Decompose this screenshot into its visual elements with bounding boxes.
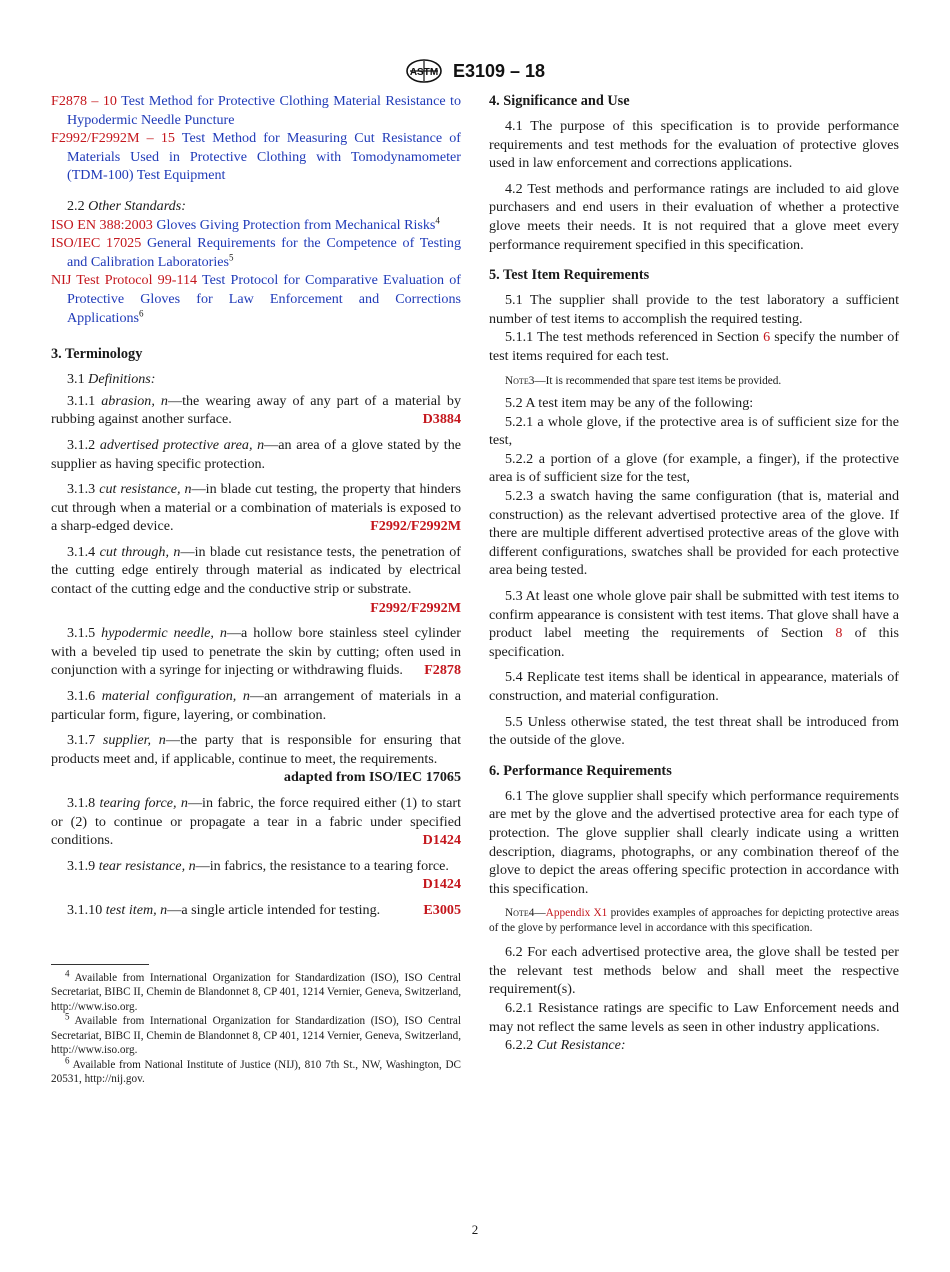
note: Note4—Appendix X1 provides examples of approaches for depicting protective areas of the glove by performance level in accordance with this specification. — [489, 907, 900, 934]
paragraph: 6.2.1 Resistance ratings are specific to Law Enforcement needs and may not reflect the same levels as seen in other industry applications. — [489, 1000, 899, 1035]
footnote-marker: 6 — [139, 307, 144, 318]
section-heading: 4. Significance and Use — [489, 93, 630, 109]
paragraph: 5.2.3 a swatch having the same configuration (that is, material and construction) as the relevant advertised protective area of the glove. If there are multiple different advertised protective areas of the glove with different configurations, swatches shall be provided for each protective area being tested. — [489, 488, 899, 579]
reference-nij — [51, 271, 461, 327]
definition-number: 3.1.7 — [67, 732, 96, 749]
definition-term: cut through, n — [99, 543, 181, 560]
reference-title[interactable]: Gloves Giving Protection from Mechanical Risks — [156, 216, 436, 233]
definition-term: abrasion, n — [101, 392, 168, 409]
definition-number: 3.1.2 — [67, 436, 96, 453]
reference-code[interactable]: NIJ Test Protocol 99-114 — [51, 272, 198, 289]
footnote-marker: 4 — [435, 214, 440, 225]
definition-text: —in fabrics, the resistance to a tearing force. — [195, 857, 449, 874]
paragraph: 5.1.1 The test methods referenced in Section 6 specify the number of test items required for each test. — [489, 329, 900, 364]
paragraph: 4.1 The purpose of this specification is to provide performance requirements and test methods for the evaluation of protective gloves used in law enforcement and corrections applications. — [489, 118, 899, 172]
definition-source[interactable]: F2878 — [424, 662, 461, 679]
astm-logo-icon — [405, 58, 443, 84]
section-link[interactable]: 6 — [763, 329, 771, 346]
definition-text: —an area of a glove stated by the supplier as having specific protection. — [51, 436, 462, 472]
paragraph: 5.4 Replicate test items shall be identical in appearance, materials of construction, and material configuration. — [489, 669, 899, 704]
definition-entry — [51, 687, 461, 724]
footnote-divider — [51, 964, 149, 965]
definition-source[interactable]: F2992/F2992M — [370, 518, 461, 535]
definition-entry — [51, 392, 461, 429]
terms-list — [51, 392, 461, 920]
definition-source[interactable]: E3005 — [423, 901, 461, 918]
definition-entry — [51, 857, 461, 894]
paragraph: 6.2 For each advertised protective area, the glove shall be tested per the relevant test methods below and shall meet the respective requirement(s). — [489, 944, 899, 998]
definition-term: test item, n — [105, 901, 168, 918]
svg-text:ASTM: ASTM — [409, 67, 439, 78]
definition-number: 3.1.10 — [67, 901, 103, 918]
definition-number: 3.1.5 — [67, 625, 96, 642]
definition-entry — [51, 624, 461, 680]
paragraph: 5.5 Unless otherwise stated, the test threat shall be introduced from the outside of the glove. — [489, 713, 899, 749]
definition-text: —the wearing away of any part of a material by rubbing against another surface. — [51, 392, 461, 428]
definition-entry — [51, 901, 461, 920]
definition-text: —an arrangement of materials in a particular form, figure, layering, or combination. — [51, 688, 461, 723]
left-column — [51, 92, 461, 1087]
reference-title[interactable]: Test Method for Measuring Cut Resistance of Materials Used in Protective Clothing with Tomodynamometer (TDM-100) Test Equipment — [67, 130, 461, 184]
definition-number: 3.1.4 — [67, 543, 96, 560]
section-link[interactable]: 8 — [835, 625, 843, 642]
page-header — [0, 58, 950, 84]
definition-term: tearing force, n — [99, 795, 188, 811]
footnote: $^5$ Available from International Organization for Standardization (ISO), ISO Central Secretariat, BIBC II, Chemin de Blandonnet 8, CP 401, 1214 Vernier, Geneva, Switzerland, http://www.iso.org. — [51, 1011, 462, 1057]
reference-f2878 — [51, 92, 461, 129]
paragraph: 6.2.2 Cut Resistance: — [505, 1037, 626, 1054]
paragraph: 5.3 At least one whole glove pair shall be submitted with test items to confirm appearance is consistent with test items. That glove shall have a product label meeting the requirements of Section 8 of this specification. — [489, 587, 899, 660]
definition-number: 3.1.6 — [67, 688, 96, 705]
other-standards-heading: 2.2 Other Standards: — [67, 197, 186, 214]
definition-text: —in blade cut resistance tests, the penetration of the cutting edge entirely through material as indicated by electrical contact of the cutting edge and the conductive strip or substrate. — [51, 543, 461, 598]
definition-source: adapted from ISO/IEC 17065 — [283, 769, 461, 786]
paragraph: 5.2.1 a whole glove, if the protective area is of sufficient size for the test, — [489, 413, 899, 449]
reference-iso-iec-17025 — [51, 234, 461, 271]
reference-code[interactable]: F2878 – 10 — [51, 93, 117, 109]
footnote: $^4$ Available from International Organization for Standardization (ISO), ISO Central Secretariat, BIBC II, Chemin de Blandonnet 8, CP 401, 1214 Vernier, Geneva, Switzerland, http://www.iso.org. — [51, 967, 462, 1013]
definition-entry — [51, 480, 461, 536]
reference-iso-en-388 — [51, 216, 461, 235]
reference-f2992 — [51, 129, 461, 185]
paragraph: 5.1 The supplier shall provide to the test laboratory a sufficient number of test items to accomplish the required testing. — [489, 292, 899, 327]
definition-term: material configuration, n — [101, 688, 250, 705]
definition-term: supplier, n — [102, 732, 166, 749]
paragraph: 4.2 Test methods and performance ratings are included to aid glove purchasers and end users in their evaluation of whether a protective glove meets their needs. It is not required that a glove meet every performance requirement specified in this specification. — [489, 180, 899, 253]
reference-code[interactable]: ISO EN 388:2003 — [51, 216, 153, 233]
footnote: $^6$ Available from National Institute of Justice (NIJ), 810 7th St., NW, Washington, DC 20531, http://nij.gov. — [51, 1054, 461, 1086]
definition-term: hypodermic needle, n — [101, 625, 227, 642]
reference-title[interactable]: Test Method for Protective Clothing Material Resistance to Hypodermic Needle Puncture — [67, 93, 461, 128]
definition-text: —in fabric, the force required either (1) to start or (2) to continue or propagate a tear in a fabric under specified conditions. — [51, 795, 461, 849]
definition-text: —a hollow bore stainless steel cylinder with a beveled tip used to penetrate the skin by cutting; often used in conjunction with a syringe for injecting or withdrawing fluids. — [51, 625, 461, 679]
page-number: 2 — [471, 1222, 479, 1237]
definition-text: —the party that is responsible for ensuring that products meet and, if applicable, continue to meet, the requirements. — [51, 732, 462, 767]
definition-number: 3.1.1 — [67, 392, 96, 409]
definition-text: —in blade cut testing, the property that hinders cut through when a material or a combination of materials is exposed to a sharp-edged device. — [51, 481, 461, 535]
definition-source[interactable]: D3884 — [422, 411, 461, 428]
definition-term: tear resistance, n — [98, 857, 196, 874]
note: Note3—It is recommended that spare test items be provided. — [505, 374, 782, 387]
right-column — [489, 92, 899, 1055]
reference-title[interactable]: General Requirements for the Competence of Testing and Calibration Laboratories — [67, 235, 462, 270]
definitions-heading: 3.1 Definitions: — [67, 371, 156, 388]
definition-source[interactable]: F2992/F2992M — [370, 599, 461, 616]
definition-source[interactable]: D1424 — [422, 876, 461, 893]
definition-number: 3.1.8 — [67, 795, 96, 811]
definition-entry — [51, 731, 461, 787]
definition-term: cut resistance, n — [99, 481, 192, 498]
section-heading: 6. Performance Requirements — [489, 762, 672, 779]
definition-entry — [51, 794, 461, 850]
section-heading: 3. Terminology — [51, 346, 143, 363]
reference-title[interactable]: Test Protocol for Comparative Evaluation of Protective Gloves for Law Enforcement and Corrections Applications — [67, 272, 461, 326]
definition-term: advertised protective area, n — [99, 436, 265, 453]
definition-entry — [51, 436, 461, 473]
paragraph: 5.2.2 a portion of a glove (for example, a finger), if the protective area is of sufficient size for the test, — [489, 450, 899, 486]
definition-entry — [51, 543, 461, 617]
paragraph: 6.1 The glove supplier shall specify which performance requirements are met by the glove and the advertised protective area for each type of protection. The glove supplier shall clearly indicate using a written description, diagrams, photographs, or any combination thereof of the glove to depict the areas offering specific protection in accordance with this specification. — [489, 787, 899, 897]
definition-number: 3.1.9 — [67, 857, 96, 874]
section-heading: 5. Test Item Requirements — [489, 267, 650, 284]
definition-text: —a single article intended for testing. — [167, 901, 381, 918]
reference-code[interactable]: F2992/F2992M – 15 — [51, 130, 175, 147]
reference-code[interactable]: ISO/IEC 17025 — [51, 235, 142, 252]
definition-source[interactable]: D1424 — [422, 832, 461, 849]
paragraph: 5.2 A test item may be any of the following: — [505, 395, 754, 412]
appendix-link[interactable]: Appendix X1 — [545, 907, 608, 920]
footnote-marker: 5 — [229, 252, 234, 263]
definition-number: 3.1.3 — [67, 481, 96, 498]
document-designation: E3109 – 18 — [452, 60, 546, 81]
